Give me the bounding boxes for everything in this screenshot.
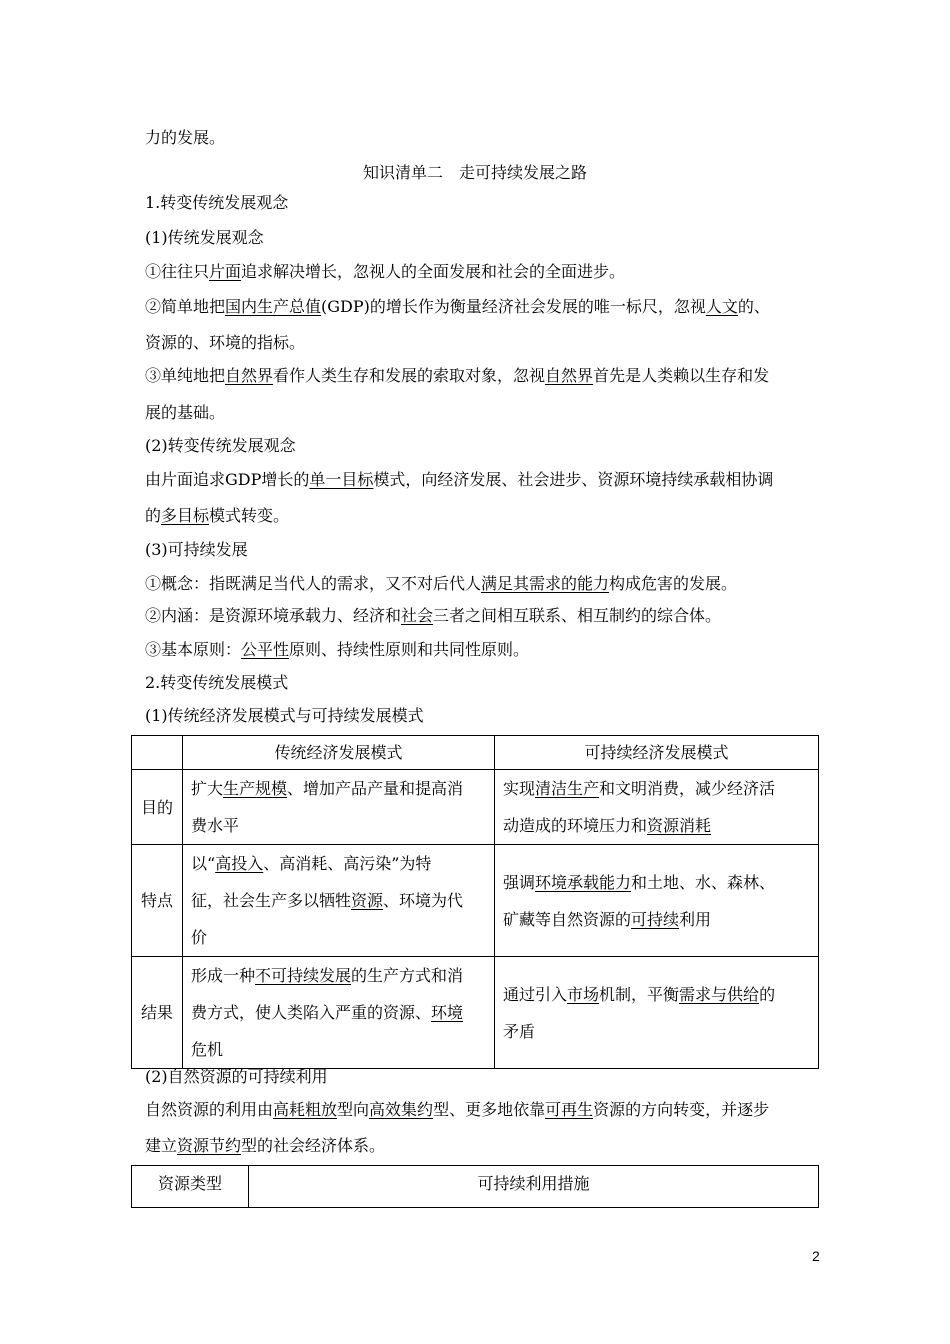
paragraph-4-line-2 (145, 506, 289, 526)
text: 动造成的环境压力和 (503, 816, 648, 835)
paragraph-2-line-2: 资源的、环境的指标。 (145, 333, 306, 352)
subsection-2-2-title: (2)自然资源的可持续利用 (145, 1067, 328, 1086)
table-cell (183, 770, 495, 845)
text: 建立 (145, 1136, 178, 1155)
underlined-answer: 满足其需求的能力 (481, 574, 610, 593)
paragraph-2 (145, 297, 770, 317)
text: 利用 (679, 909, 712, 929)
underlined-answer: 需求与供给 (679, 984, 760, 1004)
table-cell (495, 845, 819, 957)
text: 、增加产品产量和提高消 (287, 779, 464, 798)
subsection-1-3-title: (3)可持续发展 (145, 540, 248, 559)
header-cell: 传统经济发展模式 (183, 736, 495, 770)
underlined-answer: 环境 (431, 1003, 464, 1022)
underlined-answer: 多目标 (161, 506, 210, 525)
row-label: 目的 (132, 770, 183, 845)
text: 型的社会经济体系。 (241, 1136, 386, 1155)
table-cell (183, 957, 495, 1069)
underlined-answer: 资源 (351, 891, 384, 910)
text: 矛盾 (503, 1021, 536, 1041)
underlined-answer: 高效集约 (369, 1100, 434, 1119)
underlined-answer: 社会 (401, 606, 434, 625)
text: (GDP)的增长作为衡量经济社会发展的唯一标尺，忽视 (321, 297, 706, 316)
underlined-answer: 资源节约 (177, 1136, 242, 1155)
underlined-answer: 国内生产总值 (225, 297, 322, 316)
text: 、环境为代 (383, 891, 464, 910)
text: 的、 (737, 297, 770, 316)
text: 的 (759, 984, 776, 1004)
text: 费水平 (191, 816, 240, 835)
resource-table (131, 1165, 819, 1208)
table-cell (183, 845, 495, 957)
paragraph-8 (145, 1100, 769, 1120)
text: 的 (145, 506, 162, 525)
text: 模式转变。 (209, 506, 290, 525)
continued-text: 力的发展。 (145, 128, 226, 147)
subsection-2-1-title: (1)传统经济发展模式与可持续发展模式 (145, 706, 424, 725)
text: 看作人类生存和发展的索取对象，忽视 (273, 366, 546, 385)
paragraph-1 (145, 262, 625, 282)
text: 机制，平衡 (599, 984, 680, 1004)
text: 价 (191, 928, 208, 947)
paragraph-4 (145, 470, 773, 490)
text: ②内涵：是资源环境承载力、经济和 (145, 606, 402, 625)
text: 费方式，使人类陷入严重的资源、 (191, 1003, 432, 1022)
underlined-answer: 环境承载能力 (535, 872, 632, 892)
text: 危机 (191, 1040, 224, 1059)
underlined-answer: 资源消耗 (647, 816, 712, 835)
underlined-answer: 不可持续发展 (255, 966, 352, 985)
text: 实现 (503, 779, 536, 798)
text: 模式，向经济发展、社会进步、资源环境持续承载相协调 (373, 470, 774, 489)
text: 型、更多地依靠 (433, 1100, 546, 1119)
text: 资源的方向转变，并逐步 (593, 1100, 770, 1119)
underlined-answer: 清洁生产 (535, 779, 600, 798)
text: 和文明消费，减少经济活 (599, 779, 776, 798)
underlined-answer: 生产规模 (223, 779, 288, 798)
text: 征，社会生产多以牺牲 (191, 891, 352, 910)
section-2-title: 2.转变传统发展模式 (145, 673, 289, 692)
text: 追求解决增长，忽视人的全面发展和社会的全面进步。 (241, 262, 626, 281)
table-row (132, 845, 819, 957)
text: 矿藏等自然资源的 (503, 909, 632, 929)
underlined-answer: 高耗粗放 (273, 1100, 338, 1119)
paragraph-7 (145, 640, 529, 660)
table-row (132, 957, 819, 1069)
paragraph-3-line-2: 展的基础。 (145, 403, 226, 422)
table-header-row (132, 1166, 819, 1208)
subsection-1-2-title: (2)转变传统发展观念 (145, 436, 296, 455)
subsection-1-1-title: (1)传统发展观念 (145, 228, 264, 247)
text: 的生产方式和消 (351, 966, 464, 985)
text: 扩大 (191, 779, 224, 798)
underlined-answer: 自然界 (225, 366, 274, 385)
text: 形成一种 (191, 966, 256, 985)
text: 构成危害的发展。 (609, 574, 738, 593)
text: 三者之间相互联系、相互制约的综合体。 (433, 606, 722, 625)
underlined-answer: 自然界 (545, 366, 594, 385)
table-row (132, 770, 819, 845)
row-label: 特点 (132, 845, 183, 957)
text: 通过引入 (503, 984, 568, 1004)
page-number: 2 (812, 1248, 820, 1264)
paragraph-5 (145, 574, 737, 594)
header-empty-cell (132, 736, 183, 770)
text: 和土地、水、森林、 (631, 872, 776, 892)
paragraph-8-line-2 (145, 1136, 385, 1156)
header-cell: 资源类型 (132, 1166, 249, 1208)
underlined-answer: 公平性 (241, 640, 290, 659)
text: 原则、持续性原则和共同性原则。 (289, 640, 530, 659)
header-cell: 可持续利用措施 (249, 1166, 819, 1208)
comparison-table (131, 735, 819, 1069)
text: 强调 (503, 872, 536, 892)
table-header-row (132, 736, 819, 770)
underlined-answer: 片面 (209, 262, 242, 281)
text: ②简单地把 (145, 297, 226, 316)
section-heading: 知识清单二 走可持续发展之路 (362, 163, 587, 182)
section-1-title: 1.转变传统发展观念 (145, 193, 289, 212)
row-label: 结果 (132, 957, 183, 1069)
underlined-answer: 可再生 (545, 1100, 594, 1119)
text: ③单纯地把 (145, 366, 226, 385)
paragraph-3 (145, 366, 769, 386)
underlined-answer: 可持续 (631, 909, 680, 929)
text: 型向 (337, 1100, 370, 1119)
underlined-answer: 高投入 (215, 854, 264, 873)
underlined-answer: 单一目标 (309, 470, 374, 489)
text: ①往往只 (145, 262, 210, 281)
text: 首先是人类赖以生存和发 (593, 366, 770, 385)
text: 以“ (191, 854, 216, 873)
underlined-answer: 人文 (705, 297, 738, 316)
paragraph-6 (145, 606, 721, 626)
text: 、高消耗、高污染”为特 (263, 854, 432, 873)
underlined-answer: 市场 (567, 984, 600, 1004)
text: ③基本原则： (145, 640, 242, 659)
header-cell: 可持续经济发展模式 (495, 736, 819, 770)
table-cell (495, 957, 819, 1069)
table-cell (495, 770, 819, 845)
text: 由片面追求GDP增长的 (145, 470, 310, 489)
text: 自然资源的利用由 (145, 1100, 274, 1119)
text: ①概念：指既满足当代人的需求，又不对后代人 (145, 574, 482, 593)
